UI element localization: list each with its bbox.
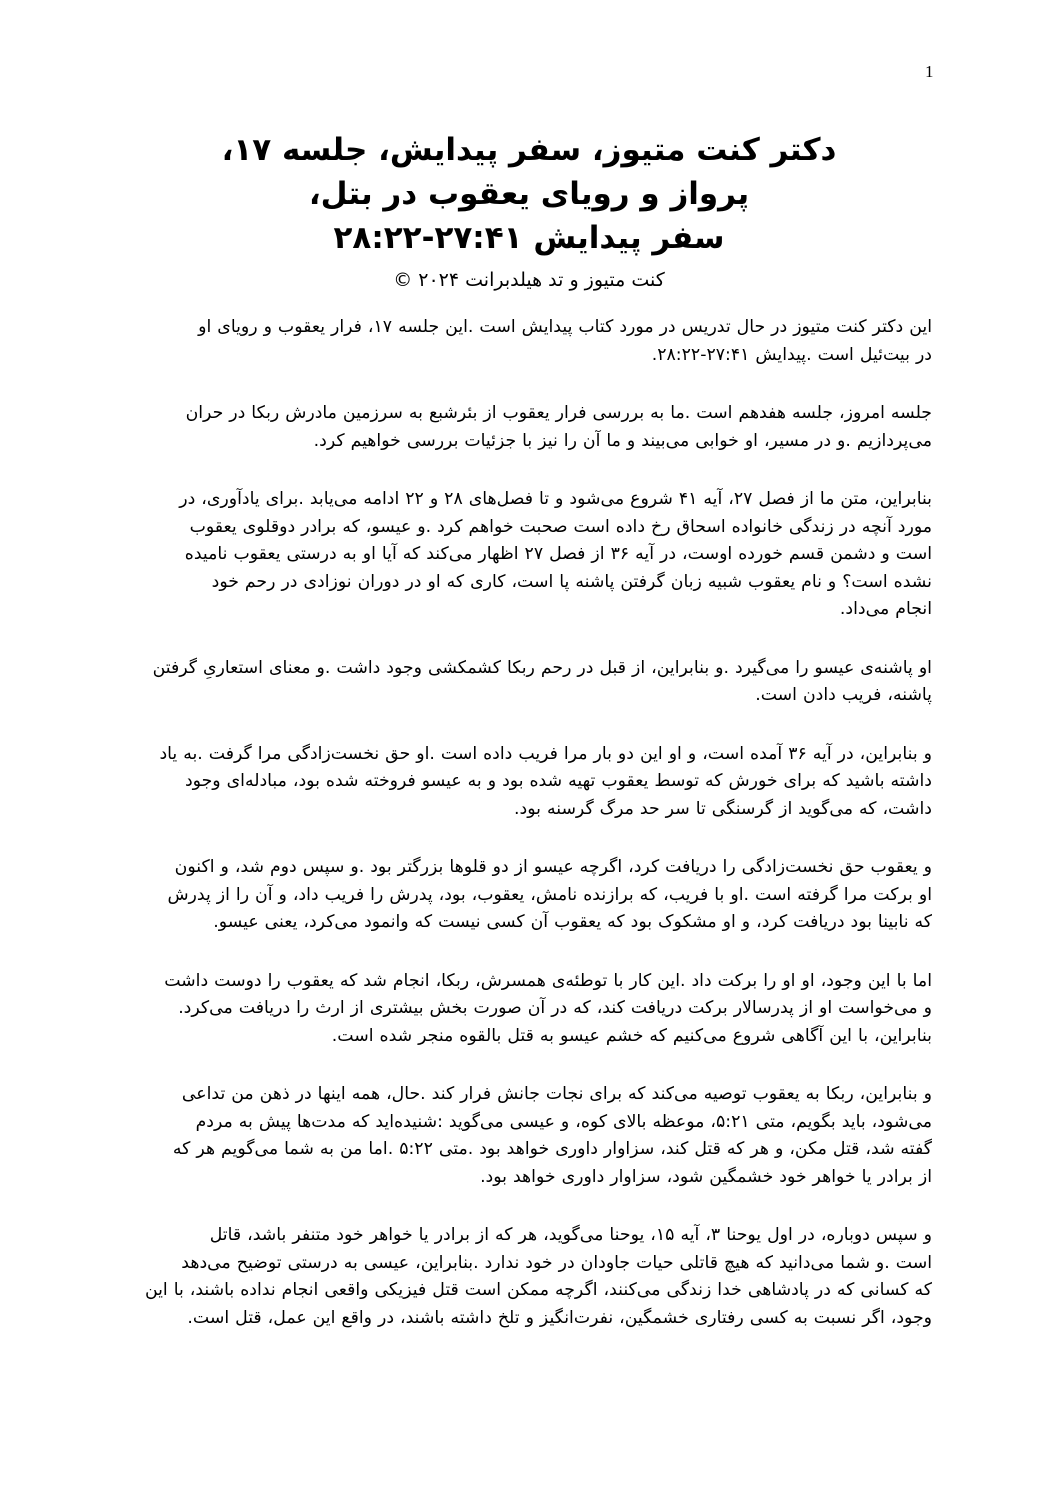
paragraph-line: و سپس دوباره، در اول یوحنا ۳، آیه ۱۵، یوحنا می‌گوید، هر که از برادر یا خواهر خود متنفر باشد، قاتل: [209, 1225, 932, 1245]
paragraph-7: [128, 968, 932, 1051]
document-body: [128, 314, 932, 1363]
paragraph-line: در بیت‌ئیل است .پیدایش ۲۷:۴۱-۲۸:۲۲.: [651, 344, 932, 365]
paragraph-8: [128, 1081, 932, 1191]
paragraph-line: می‌پردازیم .و در مسیر، او خوابی می‌بیند و ما آن را نیز با جزئیات بررسی خواهیم کرد.: [313, 430, 932, 451]
paragraph-line: جلسه امروز، جلسه هفدهم است .ما به بررسی فرار یعقوب از بئرشبع به سرزمین مادرش ربکا در حران: [185, 403, 932, 423]
paragraph-line: او پاشنه‌ی عیسو را می‌گیرد .و بنابراین، از قبل در رحم ربکا کشمکشی وجود داشت .و معنای استعاریِ گرفتن: [152, 657, 932, 678]
paragraph-line: مورد آنچه در زندگی خانواده اسحاق رخ داده است صحبت خواهم کرد .و عیسو، که برادر دوقلوی یعقوب: [189, 516, 932, 537]
paragraph-line: داشته باشید که برای خورش که توسط یعقوب تهیه شده بود و به عیسو فروخته شده بود، مبادله‌ای وجود: [184, 771, 932, 791]
title-line-3: سفر پیدایش ۲۷:۴۱-۲۸:۲۲: [333, 220, 725, 256]
paragraph-line: از برادر یا خواهر خود خشمگین شود، سزاوار داوری خواهد بود.: [480, 1166, 932, 1187]
copyright-line: کنت متیوز و تد هیلدبرانت ۲۰۲۴ ©: [393, 269, 665, 291]
paragraph-6: [128, 854, 932, 937]
paragraph-line: و یعقوب حق نخست‌زادگی را دریافت کرد، اگرچه عیسو از دو قلوها بزرگتر بود .و سپس دوم شد، و اکنون: [174, 857, 932, 877]
paragraph-line: این دکتر کنت متیوز در حال تدریس در مورد کتاب پیدایش است .این جلسه ۱۷، فرار یعقوب و رویای او: [198, 317, 932, 337]
paragraph-2: [128, 400, 932, 455]
paragraph-9: [128, 1222, 932, 1332]
document-header: [0, 128, 1058, 296]
paragraph-line: انجام می‌داد.: [839, 599, 932, 619]
title-line-2: پرواز و رویای یعقوب در بتل،: [308, 176, 750, 212]
paragraph-line: و می‌خواست او از پدرسالار برکت دریافت کند، که در آن صورت بخش بیشتری از ارث را دریافت می‌کرد.: [178, 998, 932, 1018]
paragraph-line: می‌شود، باید بگویم، متی ۵:۲۱، موعظه بالای کوه، و عیسی می‌گوید :شنیده‌اید که مدت‌ها پیش به مردم: [195, 1111, 932, 1132]
paragraph-1: [128, 314, 932, 369]
paragraph-line: که کسانی که در پادشاهی خدا زندگی می‌کنند، اگرچه ممکن است قتل فیزیکی واقعی انجام نداده باشند، با این: [144, 1280, 932, 1300]
paragraph-3: [128, 486, 932, 624]
paragraph-line: وجود، اگر نسبت به کسی رفتاری خشمگین، نفرت‌انگیز و تلخ داشته باشند، در واقع این عمل، قتل است.: [187, 1307, 932, 1328]
page-number: 1: [925, 62, 934, 81]
paragraph-line: گفته شد، قتل مکن، و هر که قتل کند، سزاوار داوری خواهد بود .متی ۵:۲۲ .اما من به شما می‌گویم هر که: [172, 1139, 932, 1159]
paragraph-line: است .و شما می‌دانید که هیچ قاتلی حیات جاودان در خود ندارد .بنابراین، عیسی به درستی توضیح می‌دهد: [181, 1252, 932, 1273]
paragraph-line: بنابراین، با این آگاهی شروع می‌کنیم که خشم عیسو به قتل بالقوه منجر شده است.: [331, 1025, 932, 1046]
paragraph-line: داشت، که می‌گوید از گرسنگی تا سر حد مرگ گرسنه بود.: [514, 798, 932, 819]
paragraph-line: که نابینا بود دریافت کرد، و او مشکوک بود که یعقوب آن کسی نیست که وانمود می‌کرد، یعنی عیسو.: [213, 912, 932, 932]
paragraph-line: پاشنه، فریب دادن است.: [755, 685, 932, 705]
paragraph-line: و بنابراین، در آیه ۳۶ آمده است، و او این دو بار مرا فریب داده است .او حق نخست‌زادگی مرا گرفت .به یاد: [159, 743, 932, 764]
paragraph-line: است و دشمن قسم خورده اوست، در آیه ۳۶ از فصل ۲۷ اظهار می‌کند که آیا او به درستی یعقوب نامیده: [184, 544, 932, 564]
title-line-1: دکتر کنت متیوز، سفر پیدایش، جلسه ۱۷،: [221, 132, 837, 168]
paragraph-line: اما با این وجود، او او را برکت داد .این کار با توطئه‌ی همسرش، ربکا، انجام شد که یعقوب را دوست داشت: [164, 970, 932, 991]
paragraph-line: و بنابراین، ربکا به یعقوب توصیه می‌کند که برای نجات جانش فرار کند .حال، همه اینها در ذهن من تداعی: [181, 1084, 932, 1104]
paragraph-line: او برکت مرا گرفته است .او با فریب، که برازنده نامش، یعقوب، بود، پدرش را فریب داد، و آن را از پدرش: [167, 884, 932, 905]
paragraph-line: نشده است؟ و نام یعقوب شبیه زبان گرفتن پاشنه پا است، کاری که او در دوران نوزادی در رحم خود: [211, 571, 932, 592]
paragraph-4: [128, 655, 932, 710]
paragraph-5: [128, 741, 932, 824]
paragraph-line: بنابراین، متن ما از فصل ۲۷، آیه ۴۱ شروع می‌شود و تا فصل‌های ۲۸ و ۲۲ ادامه می‌یابد .برای یادآوری، در: [179, 489, 932, 509]
